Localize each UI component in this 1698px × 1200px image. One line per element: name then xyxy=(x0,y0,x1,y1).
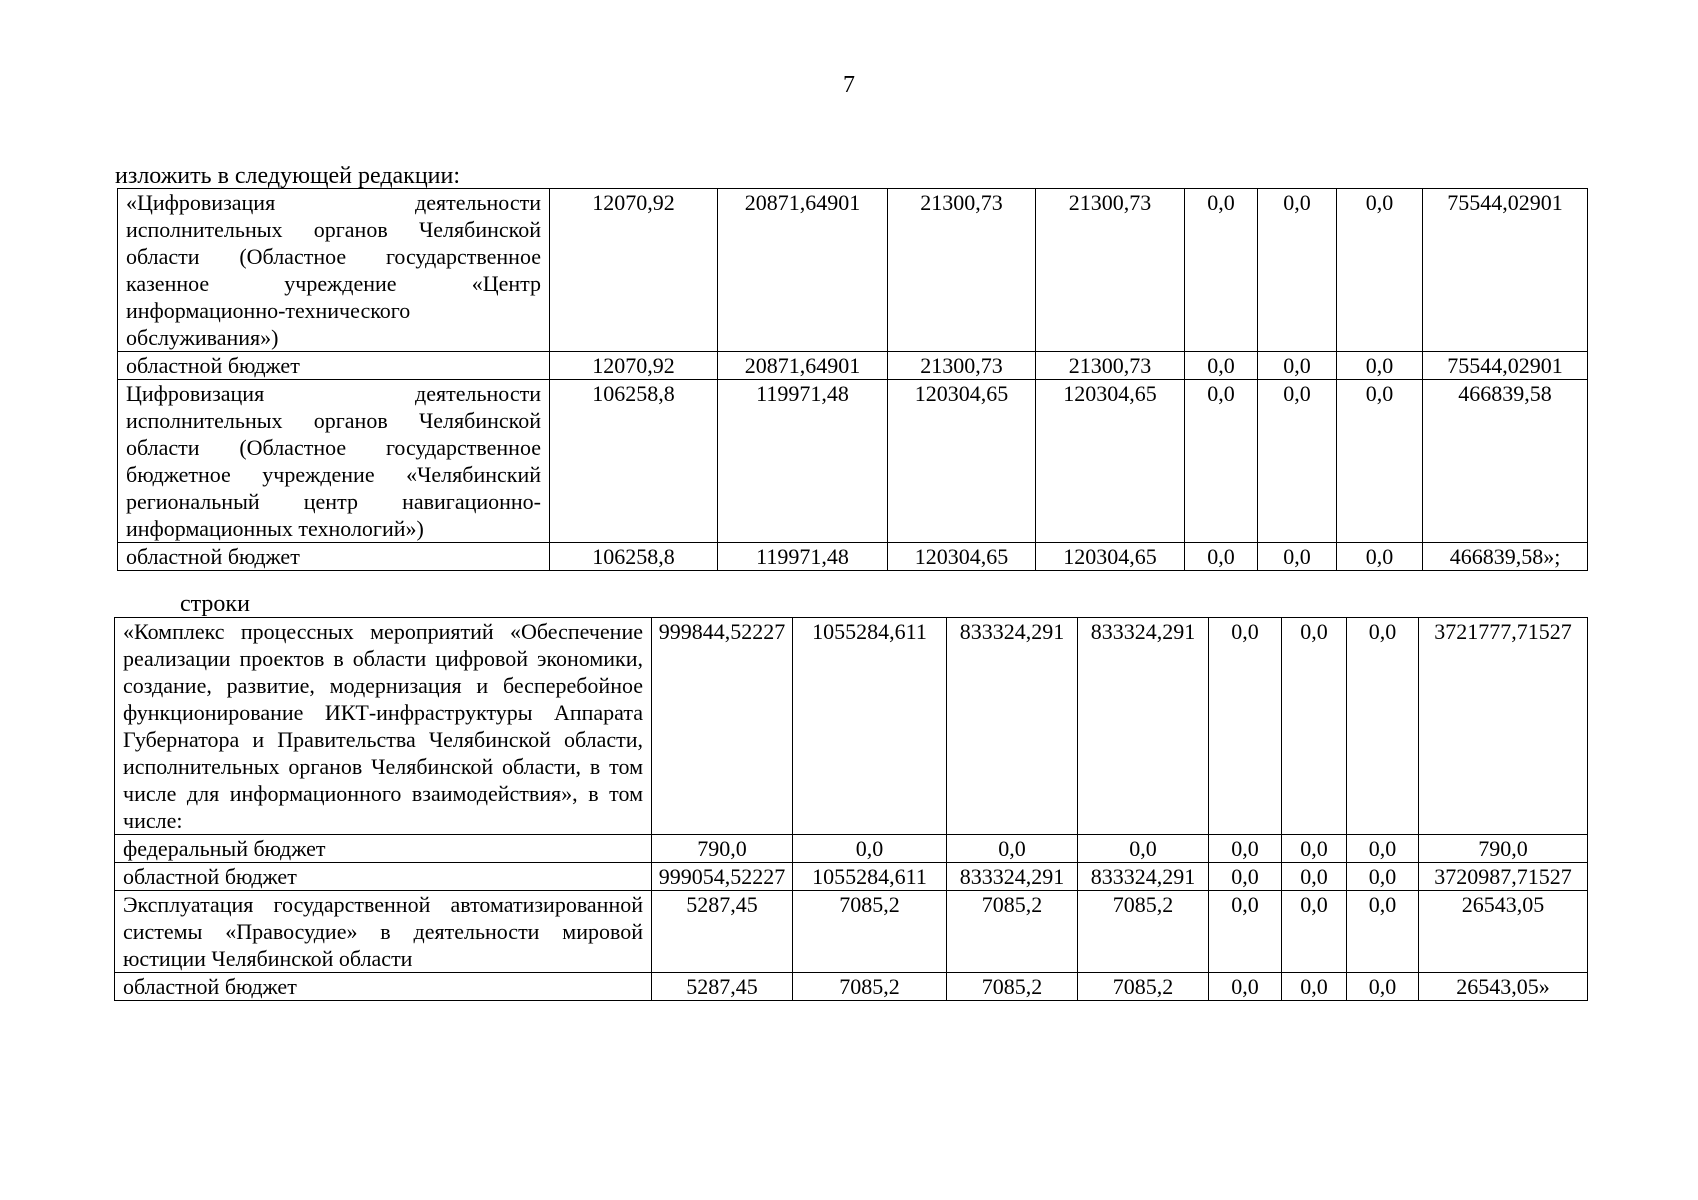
value-cell: 0,0 xyxy=(1209,618,1282,835)
value-cell: 0,0 xyxy=(1347,863,1419,891)
section-heading-replace: изложить в следующей редакции: xyxy=(115,163,461,189)
value-cell: 0,0 xyxy=(1347,891,1419,973)
value-cell: 0,0 xyxy=(1185,380,1258,543)
value-cell: 119971,48 xyxy=(718,543,888,571)
value-cell: 0,0 xyxy=(1258,189,1337,352)
value-cell: 20871,64901 xyxy=(718,189,888,352)
value-cell: 21300,73 xyxy=(1036,189,1185,352)
value-cell: 466839,58 xyxy=(1423,380,1588,543)
row-name-cell: Цифровизация деятельности исполнительных органов Челябинской области (Областное государственное бюджетное учреждение «Челябинский региональный центр навигационно-информационных технологий») xyxy=(118,380,550,543)
value-cell: 466839,58»; xyxy=(1423,543,1588,571)
value-cell: 833324,291 xyxy=(1078,618,1209,835)
value-cell: 106258,8 xyxy=(550,543,718,571)
value-cell: 833324,291 xyxy=(947,863,1078,891)
value-cell: 120304,65 xyxy=(888,380,1036,543)
value-cell: 0,0 xyxy=(1282,973,1347,1001)
value-cell: 7085,2 xyxy=(793,891,947,973)
row-name-cell: федеральный бюджет xyxy=(115,835,652,863)
value-cell: 5287,45 xyxy=(652,973,793,1001)
value-cell: 0,0 xyxy=(1282,835,1347,863)
table-row xyxy=(118,380,1588,543)
value-cell: 0,0 xyxy=(1347,835,1419,863)
value-cell: 0,0 xyxy=(1258,543,1337,571)
row-name-cell: «Цифровизация деятельности исполнительных органов Челябинской области (Областное государственное казенное учреждение «Центр информационно-технического обслуживания») xyxy=(118,189,550,352)
value-cell: 0,0 xyxy=(1209,891,1282,973)
table-row xyxy=(118,352,1588,380)
value-cell: 26543,05 xyxy=(1419,891,1588,973)
value-cell: 833324,291 xyxy=(947,618,1078,835)
value-cell: 1055284,611 xyxy=(793,863,947,891)
value-cell: 21300,73 xyxy=(888,189,1036,352)
value-cell: 0,0 xyxy=(1337,189,1423,352)
row-name-cell: областной бюджет xyxy=(115,973,652,1001)
table-row xyxy=(118,543,1588,571)
value-cell: 790,0 xyxy=(652,835,793,863)
value-cell: 119971,48 xyxy=(718,380,888,543)
budget-table-new-version xyxy=(117,188,1588,571)
value-cell: 7085,2 xyxy=(947,973,1078,1001)
value-cell: 0,0 xyxy=(1282,618,1347,835)
row-name-cell: областной бюджет xyxy=(115,863,652,891)
row-name-cell: областной бюджет xyxy=(118,352,550,380)
value-cell: 120304,65 xyxy=(1036,543,1185,571)
table-row xyxy=(115,835,1588,863)
value-cell: 0,0 xyxy=(1185,543,1258,571)
value-cell: 120304,65 xyxy=(1036,380,1185,543)
value-cell: 5287,45 xyxy=(652,891,793,973)
table-row xyxy=(115,863,1588,891)
value-cell: 0,0 xyxy=(1282,891,1347,973)
value-cell: 75544,02901 xyxy=(1423,352,1588,380)
value-cell: 0,0 xyxy=(1185,189,1258,352)
value-cell: 0,0 xyxy=(1258,380,1337,543)
row-name-cell: «Комплекс процессных мероприятий «Обеспечение реализации проектов в области цифровой экономики, создание, развитие, модернизация и бесперебойное функционирование ИКТ-инфраструктуры Аппарата Губернатора и Правительства Челябинской области, исполнительных органов Челябинской области, в том числе для информационного взаимодействия», в том числе: xyxy=(115,618,652,835)
value-cell: 0,0 xyxy=(947,835,1078,863)
value-cell: 12070,92 xyxy=(550,189,718,352)
value-cell: 0,0 xyxy=(1337,380,1423,543)
value-cell: 790,0 xyxy=(1419,835,1588,863)
value-cell: 833324,291 xyxy=(1078,863,1209,891)
value-cell: 0,0 xyxy=(1337,543,1423,571)
value-cell: 0,0 xyxy=(1209,835,1282,863)
value-cell: 0,0 xyxy=(1282,863,1347,891)
value-cell: 7085,2 xyxy=(793,973,947,1001)
value-cell: 7085,2 xyxy=(1078,891,1209,973)
value-cell: 0,0 xyxy=(1185,352,1258,380)
table-row xyxy=(115,891,1588,973)
value-cell: 0,0 xyxy=(1209,973,1282,1001)
value-cell: 120304,65 xyxy=(888,543,1036,571)
value-cell: 0,0 xyxy=(1347,618,1419,835)
value-cell: 75544,02901 xyxy=(1423,189,1588,352)
value-cell: 106258,8 xyxy=(550,380,718,543)
value-cell: 0,0 xyxy=(1209,863,1282,891)
value-cell: 3720987,71527 xyxy=(1419,863,1588,891)
value-cell: 0,0 xyxy=(1078,835,1209,863)
value-cell: 26543,05» xyxy=(1419,973,1588,1001)
value-cell: 7085,2 xyxy=(947,891,1078,973)
budget-table-lines xyxy=(114,617,1588,1001)
value-cell: 999054,52227 xyxy=(652,863,793,891)
value-cell: 7085,2 xyxy=(1078,973,1209,1001)
value-cell: 20871,64901 xyxy=(718,352,888,380)
value-cell: 21300,73 xyxy=(1036,352,1185,380)
value-cell: 1055284,611 xyxy=(793,618,947,835)
table-row xyxy=(115,973,1588,1001)
value-cell: 999844,52227 xyxy=(652,618,793,835)
value-cell: 0,0 xyxy=(1337,352,1423,380)
section-heading-lines: строки xyxy=(180,591,250,617)
table-row xyxy=(115,618,1588,835)
value-cell: 0,0 xyxy=(793,835,947,863)
page-number: 7 xyxy=(843,72,855,98)
row-name-cell: областной бюджет xyxy=(118,543,550,571)
value-cell: 21300,73 xyxy=(888,352,1036,380)
value-cell: 0,0 xyxy=(1347,973,1419,1001)
value-cell: 12070,92 xyxy=(550,352,718,380)
value-cell: 0,0 xyxy=(1258,352,1337,380)
table-row xyxy=(118,189,1588,352)
value-cell: 3721777,71527 xyxy=(1419,618,1588,835)
row-name-cell: Эксплуатация государственной автоматизированной системы «Правосудие» в деятельности мировой юстиции Челябинской области xyxy=(115,891,652,973)
